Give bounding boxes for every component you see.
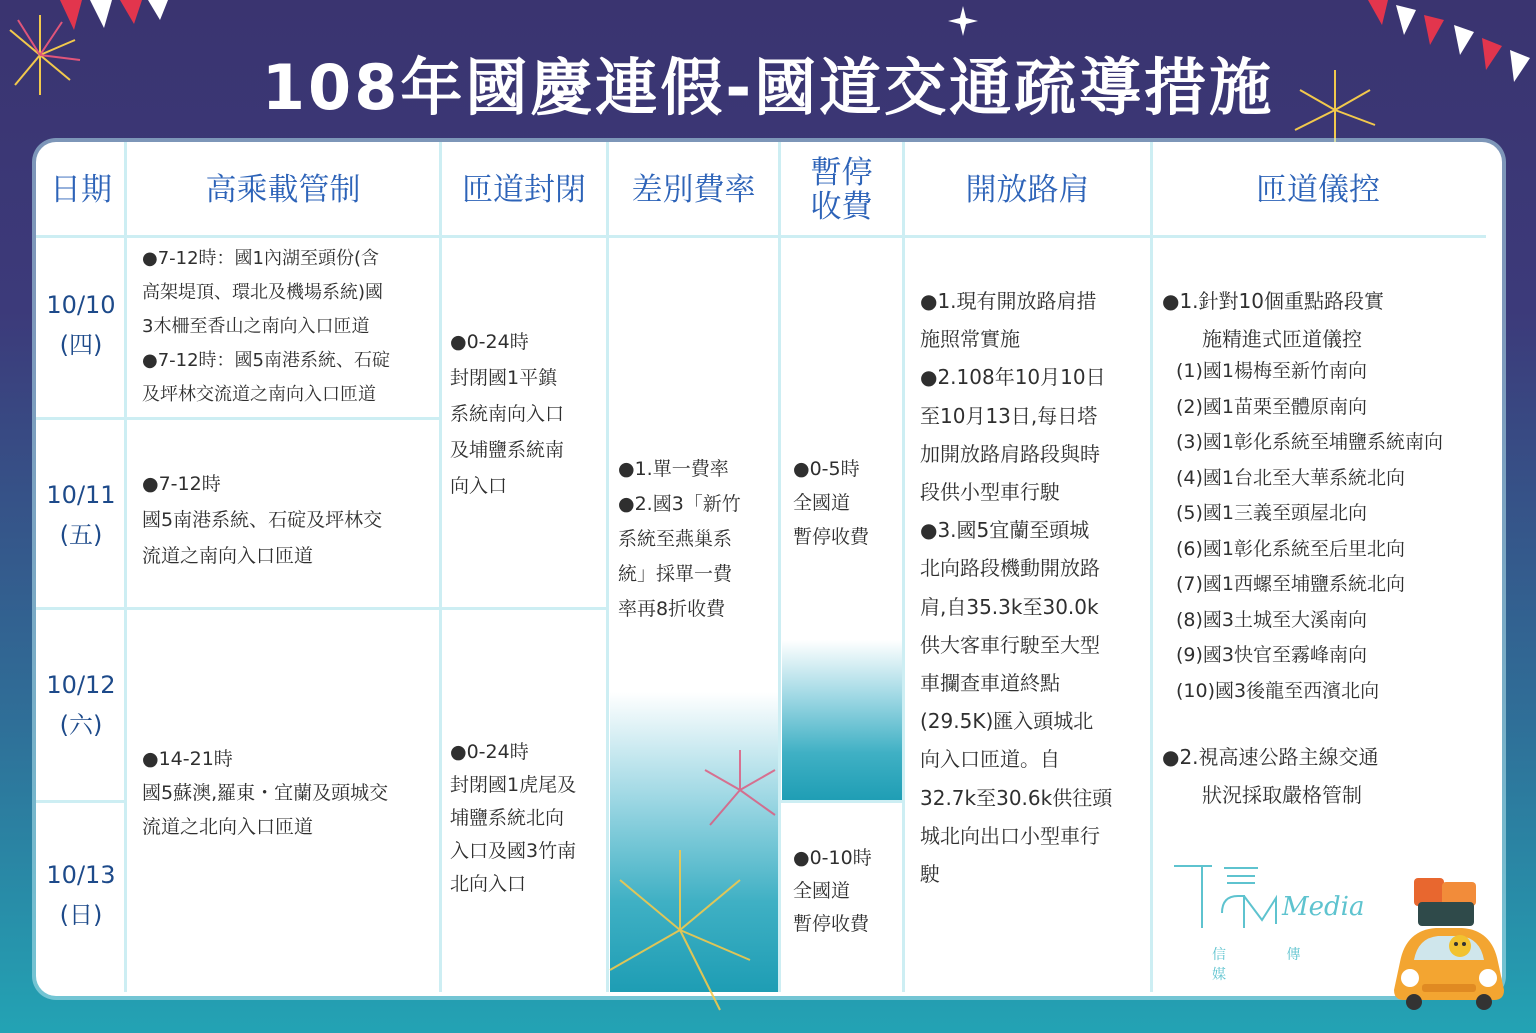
hov-cell-1: ●7-12時：國1內湖至頭份(含 高架堤頂、環北及機場系統)國 3木柵至香山之南向入口匝道 ●7-12時：國5南港系統、石碇 及坪林交流道之南向入口匝道 — [142, 248, 391, 405]
date-cell: 10/10 (四) — [46, 291, 116, 359]
list-item: (4)國1台北至大華系統北向 — [1176, 466, 1406, 489]
toll-cell-1: ●0-5時 全國道 暫停收費 — [793, 458, 870, 548]
date-cell: 10/11 (五) — [46, 481, 116, 549]
header-diff-rate: 差別費率 — [631, 171, 756, 208]
row-divider-3 — [36, 800, 126, 803]
col-divider-6 — [1150, 142, 1153, 992]
col-divider-5 — [902, 142, 905, 992]
col-divider-3 — [606, 142, 609, 992]
page-title: 108年國慶連假-國道交通疏導措施 — [261, 51, 1275, 124]
metering-list — [1176, 354, 1443, 709]
date-cell: 10/12 (六) — [46, 671, 116, 739]
metering-head: ●1.針對10個重點路段實 施精進式匝道儀控 — [1162, 289, 1384, 351]
list-item: (7)國1西螺至埔鹽系統北向 — [1176, 573, 1406, 595]
list-item: (5)國1三義至頭屋北向 — [1176, 502, 1368, 524]
sparkle-star-icon — [948, 6, 978, 36]
header-toll-suspend: 暫停 收費 — [810, 154, 873, 225]
list-item: (3)國1彰化系統至埔鹽系統南向 — [1176, 431, 1444, 453]
header-metering: 匝道儀控 — [1256, 171, 1380, 208]
toll-cell-2: ●0-10時 全國道 暫停收費 — [793, 847, 872, 935]
list-item: (10)國3後龍至西濱北向 — [1176, 679, 1380, 702]
car-mascot-icon — [1388, 872, 1510, 1012]
header-shoulder: 開放路肩 — [965, 171, 1090, 208]
hov-cell-2: ●7-12時 國5南港系統、石碇及坪林交 流道之南向入口匝道 — [142, 473, 383, 567]
header-date: 日期 — [50, 171, 112, 208]
date-cell: 10/13 (日) — [46, 861, 116, 929]
row-divider-1 — [36, 417, 440, 420]
row-divider-2 — [36, 607, 608, 610]
header-ramp-close: 匝道封閉 — [462, 171, 586, 208]
row-divider-toll — [780, 800, 904, 803]
firework-gradient-toll — [782, 640, 902, 802]
list-item: (2)國1苗栗至體原南向 — [1176, 395, 1368, 418]
hov-cell-3: ●14-21時 國5蘇澳,羅東・宜蘭及頭城交 流道之北向入口匝道 — [142, 748, 389, 838]
list-item: (9)國3快官至霧峰南向 — [1176, 644, 1368, 666]
col-divider-2 — [439, 142, 442, 992]
ramp-cell-2: ●0-24時 封閉國1虎尾及 埔鹽系統北向 入口及國3竹南 北向入口 — [450, 741, 577, 895]
header-hov: 高乘載管制 — [205, 171, 361, 208]
shoulder-cell: ●1.現有開放路肩措 施照常實施 ●2.108年10月10日 至10月13日,每日塔 加開放路肩路段與時 段供小型車行駛 ●3.國5宜蘭至頭城 北向路段機動開放路 肩,自35.3k至30.0k 供大客車行駛至大型 車攔查車道終點 (29.5K)匯入頭城北 向入口匝道。自 32.7k至30.6k供往頭 城北向出口小型車行 駛 — [920, 289, 1113, 887]
list-item: (8)國3土城至大溪南向 — [1176, 608, 1368, 631]
metering-tail: ●2.視高速公路主線交通 狀況採取嚴格管制 — [1162, 745, 1379, 807]
logo-text: Media — [1282, 892, 1365, 922]
logo-subtext: 信 傳 媒 — [1212, 947, 1329, 983]
list-item: (6)國1彰化系統至后里北向 — [1176, 537, 1406, 560]
firework-decoration-bottom — [600, 730, 800, 1030]
list-item: (1)國1楊梅至新竹南向 — [1176, 360, 1368, 382]
rate-cell: ●1.單一費率 ●2.國3「新竹 系統至燕巢系 統」採單一費 率再8折收費 — [618, 458, 741, 620]
col-divider-4 — [778, 142, 781, 992]
media-logo — [1172, 858, 1365, 983]
ramp-cell-1: ●0-24時 封閉國1平鎮 系統南向入口 及埔鹽系統南 向入口 — [450, 331, 565, 497]
